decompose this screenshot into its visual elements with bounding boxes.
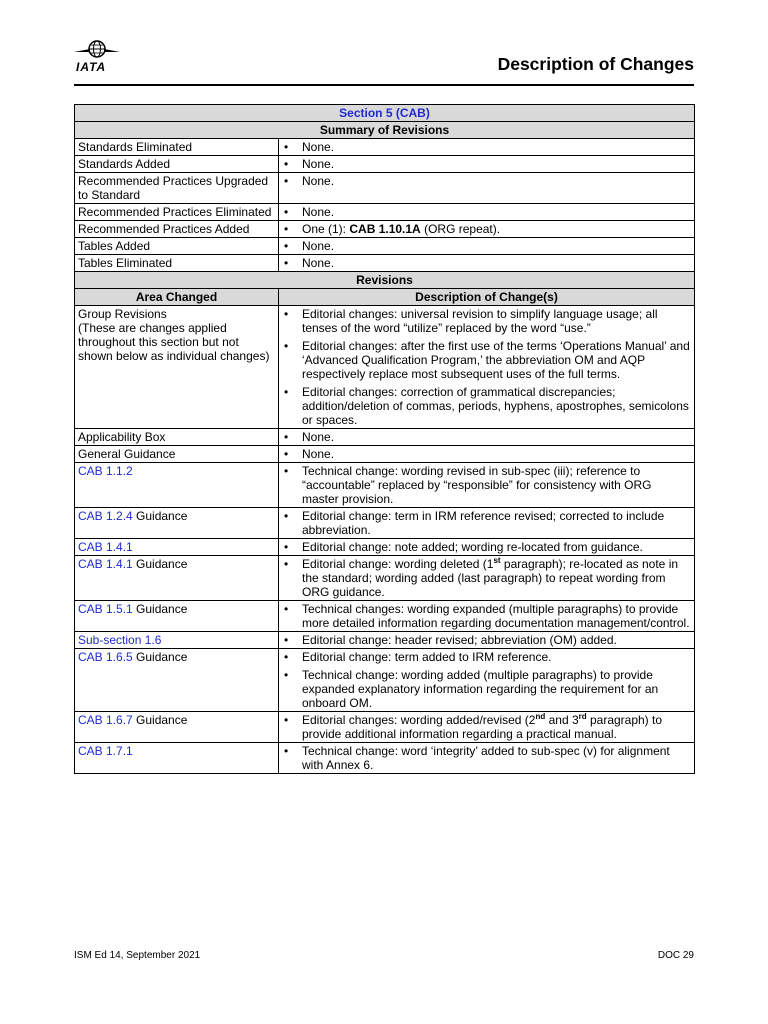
list-item: • None. [282,140,691,154]
provision-link[interactable]: Sub-section 1.6 [78,633,162,647]
summary-label: Recommended Practices Added [75,221,279,238]
globe-wings-icon [72,40,122,62]
list-item: • None. [282,430,691,444]
provision-ref: CAB 1.10.1A [349,222,421,236]
provision-link[interactable]: CAB 1.4.1 [78,540,133,554]
table-row [75,429,695,446]
list-item: • Editorial change: header revised; abbreviation (OM) added. [282,633,691,647]
group-revisions-label: Group Revisions [78,307,167,321]
provision-link[interactable]: CAB 1.1.2 [78,464,133,478]
table-row: CAB 1.4.1 Guidance • Editorial change: wording deleted (1st paragraph); re-located as note in the standard; wording added (last paragraph) to repeat wording from ORG guidance. [75,556,695,601]
section-title-row [75,105,695,122]
list-item: • Editorial change: term in IRM reference revised; corrected to include abbreviation. [282,509,691,537]
summary-heading-row [75,122,695,139]
table-row: CAB 1.2.4 Guidance • Editorial change: term in IRM reference revised; corrected to include abbreviation. [75,508,695,539]
list-item: • Editorial changes: after the first use of the terms ‘Operations Manual’ and ‘Advanced Qualification Program,’ the abbreviation OM and AQP respectively replace most subsequent uses of the full terms. [282,339,691,381]
revisions-heading: Revisions [75,272,695,289]
table-row [75,539,695,556]
list-item: • Technical changes: wording expanded (multiple paragraphs) to provide more detailed information regarding documentation management/control. [282,602,691,630]
list-item: • Technical change: word ‘integrity’ added to sub-spec (v) for alignment with Annex 6. [282,744,691,772]
section-title[interactable]: Section 5 (CAB) [75,105,695,122]
list-item: • None. [282,447,691,461]
iata-logo [72,40,122,74]
table-row: CAB 1.6.7 Guidance • Editorial changes: wording added/revised (2nd and 3rd paragraph) to provide additional information regarding a practical manual. [75,712,695,743]
table-row [75,238,695,255]
column-header-row [75,289,695,306]
column-header-description: Description of Change(s) [279,289,695,306]
list-item: • Technical change: wording revised in sub-spec (iii); reference to “accountable” replaced by “responsible” for consistency with ORG master provision. [282,464,691,506]
table-row [75,632,695,649]
table-row: CAB 1.6.5 Guidance • Editorial change: term added to IRM reference. • Technical change: wording added (multiple paragraphs) to provide expanded explanatory information regarding the requirement for an onboard OM. [75,649,695,712]
table-row [75,139,695,156]
table-row [75,743,695,774]
summary-label: Tables Eliminated [75,255,279,272]
revisions-heading-row [75,272,695,289]
footer-page-number: DOC 29 [657,950,694,961]
list-item: • Editorial changes: correction of grammatical discrepancies; addition/deletion of commas, periods, hyphens, apostrophes, semicolons or spaces. [282,385,691,427]
provision-link[interactable]: CAB 1.7.1 [78,744,133,758]
list-item: • Technical change: wording added (multiple paragraphs) to provide expanded explanatory information regarding the requirement for an onboard OM. [282,668,691,710]
list-item: • Editorial changes: universal revision to simplify language usage; all tenses of the word “utilize” replaced by the word “use.” [282,307,691,335]
summary-label: Standards Added [75,156,279,173]
area-label: Applicability Box [75,429,279,446]
summary-label: Recommended Practices Eliminated [75,204,279,221]
table-row [75,306,695,429]
footer-edition: ISM Ed 14, September 2021 [74,950,201,961]
table-row [75,255,695,272]
list-item: • None. [282,205,691,219]
changes-table [74,104,695,774]
group-revisions-note: (These are changes applied throughout this section but not shown below as individual changes) [78,321,270,363]
provision-link[interactable]: CAB 1.4.1 [78,557,133,571]
list-item: • Editorial change: wording deleted (1st paragraph); re-located as note in the standard; wording added (last paragraph) to repeat wording from ORG guidance. [282,557,691,599]
summary-heading: Summary of Revisions [75,122,695,139]
table-row [75,156,695,173]
list-item: • Editorial change: term added to IRM reference. [282,650,691,664]
summary-label: Standards Eliminated [75,139,279,156]
list-item: • Editorial change: note added; wording re-located from guidance. [282,540,691,554]
page-title: Description of Changes [497,54,694,74]
provision-link[interactable]: CAB 1.5.1 [78,602,133,616]
list-item: • None. [282,256,691,270]
table-row [75,173,695,204]
provision-link[interactable]: CAB 1.6.7 [78,713,133,727]
table-row [75,446,695,463]
list-item: • One (1): CAB 1.10.1A (ORG repeat). [282,222,691,236]
summary-label: Recommended Practices Upgraded to Standard [75,173,279,204]
list-item: • None. [282,239,691,253]
summary-label: Tables Added [75,238,279,255]
table-row: CAB 1.5.1 Guidance • Technical changes: wording expanded (multiple paragraphs) to provide more detailed information regarding documentation management/control. [75,601,695,632]
table-row [75,204,695,221]
column-header-area: Area Changed [75,289,279,306]
area-label: General Guidance [75,446,279,463]
table-row [75,221,695,238]
header-divider [74,84,694,86]
logo-text: IATA [76,60,107,74]
provision-link[interactable]: CAB 1.2.4 [78,509,133,523]
list-item: • None. [282,157,691,171]
list-item: • None. [282,174,691,188]
list-item: • Editorial changes: wording added/revised (2nd and 3rd paragraph) to provide additional information regarding a practical manual. [282,713,691,741]
provision-link[interactable]: CAB 1.6.5 [78,650,133,664]
table-row [75,463,695,508]
